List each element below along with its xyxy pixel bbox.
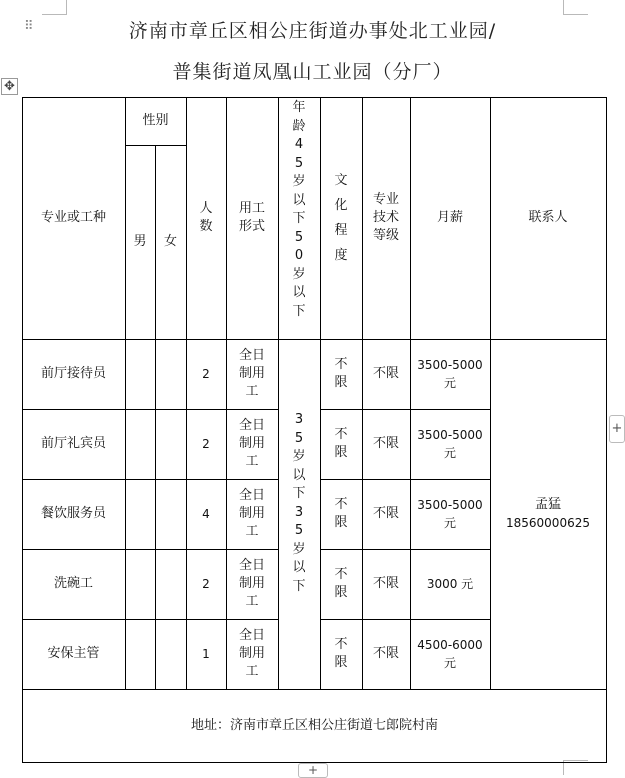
row-skill: 不限 <box>372 436 399 451</box>
address: 地址：济南市章丘区相公庄街道七郎院村南 <box>190 717 438 733</box>
row-salary: 3000 元 <box>426 577 474 591</box>
row-salary: 3500-5000元 <box>417 358 483 390</box>
row-education: 不限 <box>334 637 348 670</box>
row-education: 不限 <box>334 427 348 460</box>
row-count: 2 <box>202 577 210 591</box>
row-count: 1 <box>202 647 210 661</box>
row-job: 安保主管 <box>47 646 100 661</box>
add-column-plus-icon[interactable]: + <box>609 415 625 443</box>
row-skill: 不限 <box>372 366 399 381</box>
header-female: 女 <box>163 234 177 249</box>
page-title-line-2: 普集街道凤凰山工业园（分厂） <box>172 61 453 83</box>
row-count: 2 <box>202 367 210 381</box>
row-job: 前厅礼宾员 <box>40 436 106 451</box>
move-handle-icon[interactable]: ✥ <box>1 78 18 95</box>
header-salary: 月薪 <box>436 210 463 225</box>
row-form: 全日制用工 <box>238 488 265 539</box>
row-salary: 3500-5000元 <box>417 428 483 460</box>
row-salary: 3500-5000元 <box>417 498 483 530</box>
row-job: 餐饮服务员 <box>40 506 106 521</box>
row-count: 2 <box>202 437 210 451</box>
row-form: 全日制用工 <box>238 628 265 679</box>
header-skill: 专业技术等级 <box>372 192 399 243</box>
age-requirement: 35岁以下 35岁以下 <box>292 412 306 594</box>
row-skill: 不限 <box>372 506 399 521</box>
row-count: 4 <box>202 507 210 521</box>
contact-name: 孟猛 <box>534 497 561 512</box>
row-skill: 不限 <box>372 576 399 591</box>
header-contact: 联系人 <box>528 210 568 225</box>
header-education: 文化程度 <box>334 173 348 263</box>
header-count: 人数 <box>199 201 213 234</box>
row-education: 不限 <box>334 497 348 530</box>
row-form: 全日制用工 <box>238 348 265 399</box>
header-employment: 用工形式 <box>238 201 265 234</box>
row-job: 洗碗工 <box>53 576 93 591</box>
row-form: 全日制用工 <box>238 418 265 469</box>
row-form: 全日制用工 <box>238 558 265 609</box>
row-job: 前厅接待员 <box>40 366 106 381</box>
contact-phone: 18560000625 <box>506 516 590 530</box>
row-skill: 不限 <box>372 646 399 661</box>
page-title-line-1: 济南市章丘区相公庄街道办事处北工业园/ <box>128 20 497 42</box>
grip-icon[interactable]: ⠿ <box>24 19 33 34</box>
row-education: 不限 <box>334 567 348 600</box>
contact-cell <box>490 339 606 689</box>
header-male: 男 <box>133 234 147 249</box>
header-specialty: 专业或工种 <box>40 210 106 225</box>
row-education: 不限 <box>334 357 348 390</box>
add-row-plus-icon[interactable]: + <box>298 763 328 778</box>
row-salary: 4500-6000元 <box>417 638 483 670</box>
header-age: 年龄45岁以下 50岁以下 <box>292 100 306 319</box>
header-gender: 性别 <box>142 113 169 128</box>
